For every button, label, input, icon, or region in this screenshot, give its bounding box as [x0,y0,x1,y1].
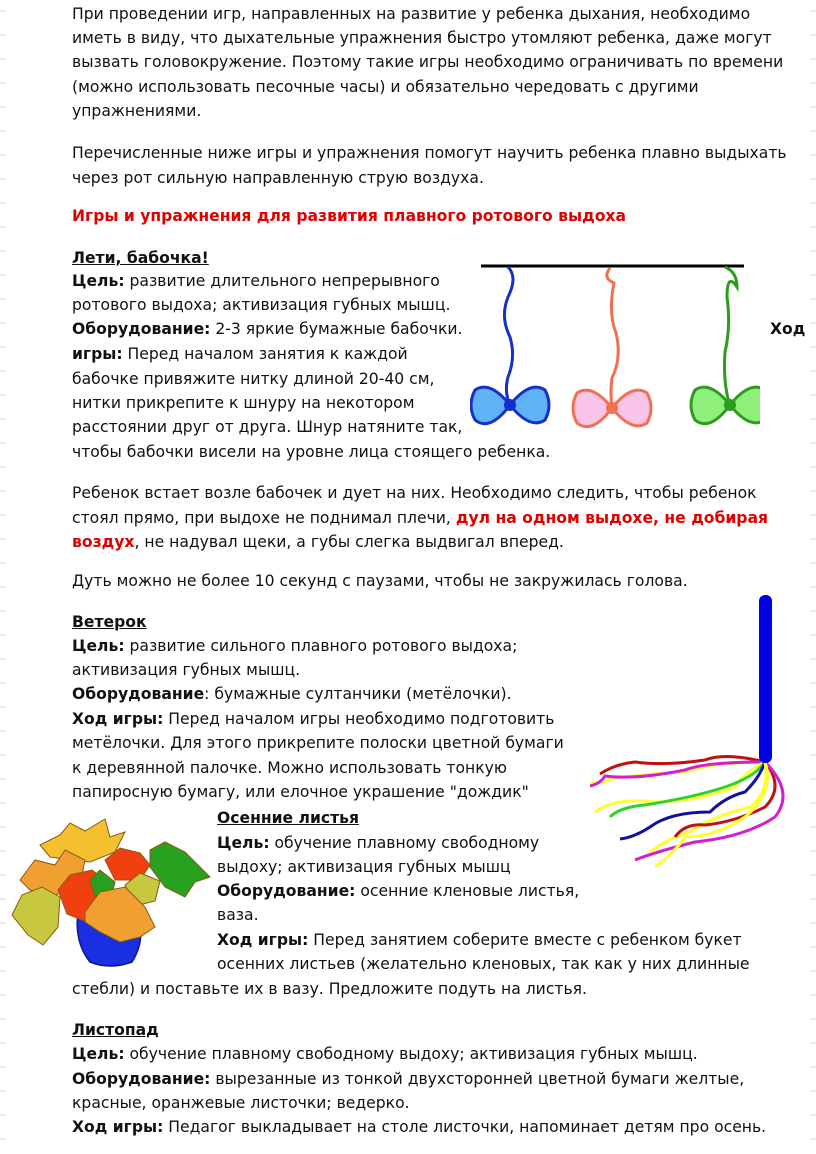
bold-label: Оборудование [72,685,205,703]
bold-label: Ход игры: [217,931,309,949]
text-segment: Дуть можно не более 10 секунд с паузами, чтобы не закружилась голова. [72,572,688,590]
text-segment: Педагог выкладывает на столе листочки, напоминает детям про осень. [163,1118,767,1136]
text-segment: выдоху; активизация губных мышц [217,858,511,876]
text-segment: развитие сильного плавного ротового выдоха; [124,637,518,655]
green-butterfly [691,267,760,424]
text-segment: стебли) и поставьте их в вазу. Предложите подуть на листья. [72,980,588,998]
text-line [72,27,772,49]
text-line [72,343,408,365]
text-segment: Ребенок встает возле бабочек и дует на них. Необходимо следить, чтобы ребенок [72,484,757,502]
text-line [72,635,517,657]
title-text: Листопад [72,1021,159,1039]
pink-butterfly [573,268,651,427]
text-segment: метёлочки. Для этого прикрепите полоски цветной бумаги [72,734,564,752]
blue-butterfly [471,267,549,424]
text-line [72,167,484,189]
bold-label: Ход игры: [72,1118,164,1136]
text-line [72,270,440,292]
text-segment: стоял прямо, при выдохе не поднимал плечи, [72,509,456,527]
text-line [72,1043,698,1065]
text-segment: к деревянной палочке. Можно использовать тонкую [72,759,507,777]
bold-label: Оборудование: [72,320,211,338]
text-line [72,1068,744,1090]
text-line [72,392,414,414]
section-heading [72,205,626,227]
title-text: Осенние листья [217,809,360,827]
broom-illustration [590,590,810,880]
text-segment: через рот сильную направленную струю воздуха. [72,169,484,187]
text-line [217,880,579,902]
text-line [72,507,768,529]
text-line [770,318,805,340]
text-segment: расстоянии друг от друга. Шнур натяните так, [72,418,463,436]
highlighted-text: Игры и упражнения для развития плавного ротового выдоха [72,207,626,225]
text-segment: вызвать головокружение. Поэтому такие игры необходимо ограничивать по времени [72,53,784,71]
text-segment: иметь в виду, что дыхательные упражнения быстро утомляют ребенка, даже могут [72,29,772,47]
bold-label: Оборудование: [217,882,356,900]
text-segment: активизация губных мышц. [72,661,301,679]
game-title [72,611,147,633]
text-segment: ротового выдоха; активизация губных мышц. [72,296,451,314]
text-line [72,3,750,25]
text-segment: папиросную бумагу, или елочное украшение "дождик" [72,783,529,801]
bold-label: игры: [72,345,123,363]
text-line [72,1116,766,1138]
text-segment: ваза. [217,906,259,924]
bold-label: Цель: [72,1045,125,1063]
text-line [72,531,564,553]
text-line [72,683,512,705]
text-segment: : бумажные султанчики (метёлочки). [204,685,512,703]
text-line [72,570,688,592]
text-line [72,781,529,803]
text-segment: При проведении игр, направленных на развитие у ребенка дыхания, необходимо [72,5,751,23]
text-segment: бабочке привяжите нитку длиной 20-40 см, [72,370,435,388]
bold-label: Цель: [72,637,125,655]
text-line [72,659,300,681]
butterflies-illustration [470,255,760,445]
text-line [72,51,783,73]
bold-label: Ход игры: [72,710,164,728]
game-title [72,1019,159,1041]
text-segment: осенних листьев (желательно кленовых, так как у них длинные [217,955,750,973]
text-segment: , не надувал щеки, а губы слегка выдвигал вперед. [134,533,564,551]
text-line [72,294,450,316]
text-line [72,978,587,1000]
text-line [72,318,463,340]
game-title [217,807,359,829]
text-line [217,832,539,854]
text-line [72,482,757,504]
text-segment: Перед началом занятия к каждой [122,345,408,363]
text-line [72,732,564,754]
text-segment: упражнениями. [72,102,202,120]
text-line [217,929,742,951]
autumn-leaves-vase-illustration [8,812,216,972]
text-line [72,708,554,730]
text-segment: Перечисленные ниже игры и упражнения помогут научить ребенка плавно выдыхать [72,144,787,162]
text-line [72,416,462,438]
text-segment: развитие длительного непрерывного [124,272,440,290]
text-segment: Перед началом игры необходимо подготовить [163,710,555,728]
text-line [72,142,787,164]
title-text: Ветерок [72,613,147,631]
highlighted-text: воздух [72,533,135,551]
bold-label: Цель: [217,834,270,852]
highlighted-text: дул на одном выдохе, не добирая [455,509,769,527]
text-line [217,904,259,926]
title-text: Лети, бабочка! [72,249,209,267]
text-segment: Перед занятием соберите вместе с ребенком букет [308,931,742,949]
text-line [72,368,434,390]
right-border-decoration [810,0,816,1154]
text-segment: красные, оранжевые листочки; ведерко. [72,1094,410,1112]
text-line [217,856,511,878]
bold-label: Оборудование: [72,1070,211,1088]
bold-label: Ход [770,320,806,338]
text-segment: чтобы бабочки висели на уровне лица стоящего ребенка. [72,443,551,461]
text-segment: обучение плавному свободному [269,834,540,852]
left-border-decoration [0,0,6,1154]
game-title [72,247,209,269]
text-segment: 2-3 яркие бумажные бабочки. [210,320,463,338]
text-line [217,953,750,975]
bold-label: Цель: [72,272,125,290]
text-segment: вырезанные из тонкой двухсторонней цветной бумаги желтые, [210,1070,745,1088]
text-segment: обучение плавному свободному выдоху; активизация губных мышц. [124,1045,698,1063]
text-segment: (можно использовать песочные часы) и обязательно чередовать с другими [72,78,699,96]
text-segment: нитки прикрепите к шнуру на некотором [72,394,415,412]
text-line [72,1092,410,1114]
text-segment: осенние кленовые листья, [355,882,580,900]
text-line [72,100,201,122]
text-line [72,76,699,98]
text-line [72,757,507,779]
